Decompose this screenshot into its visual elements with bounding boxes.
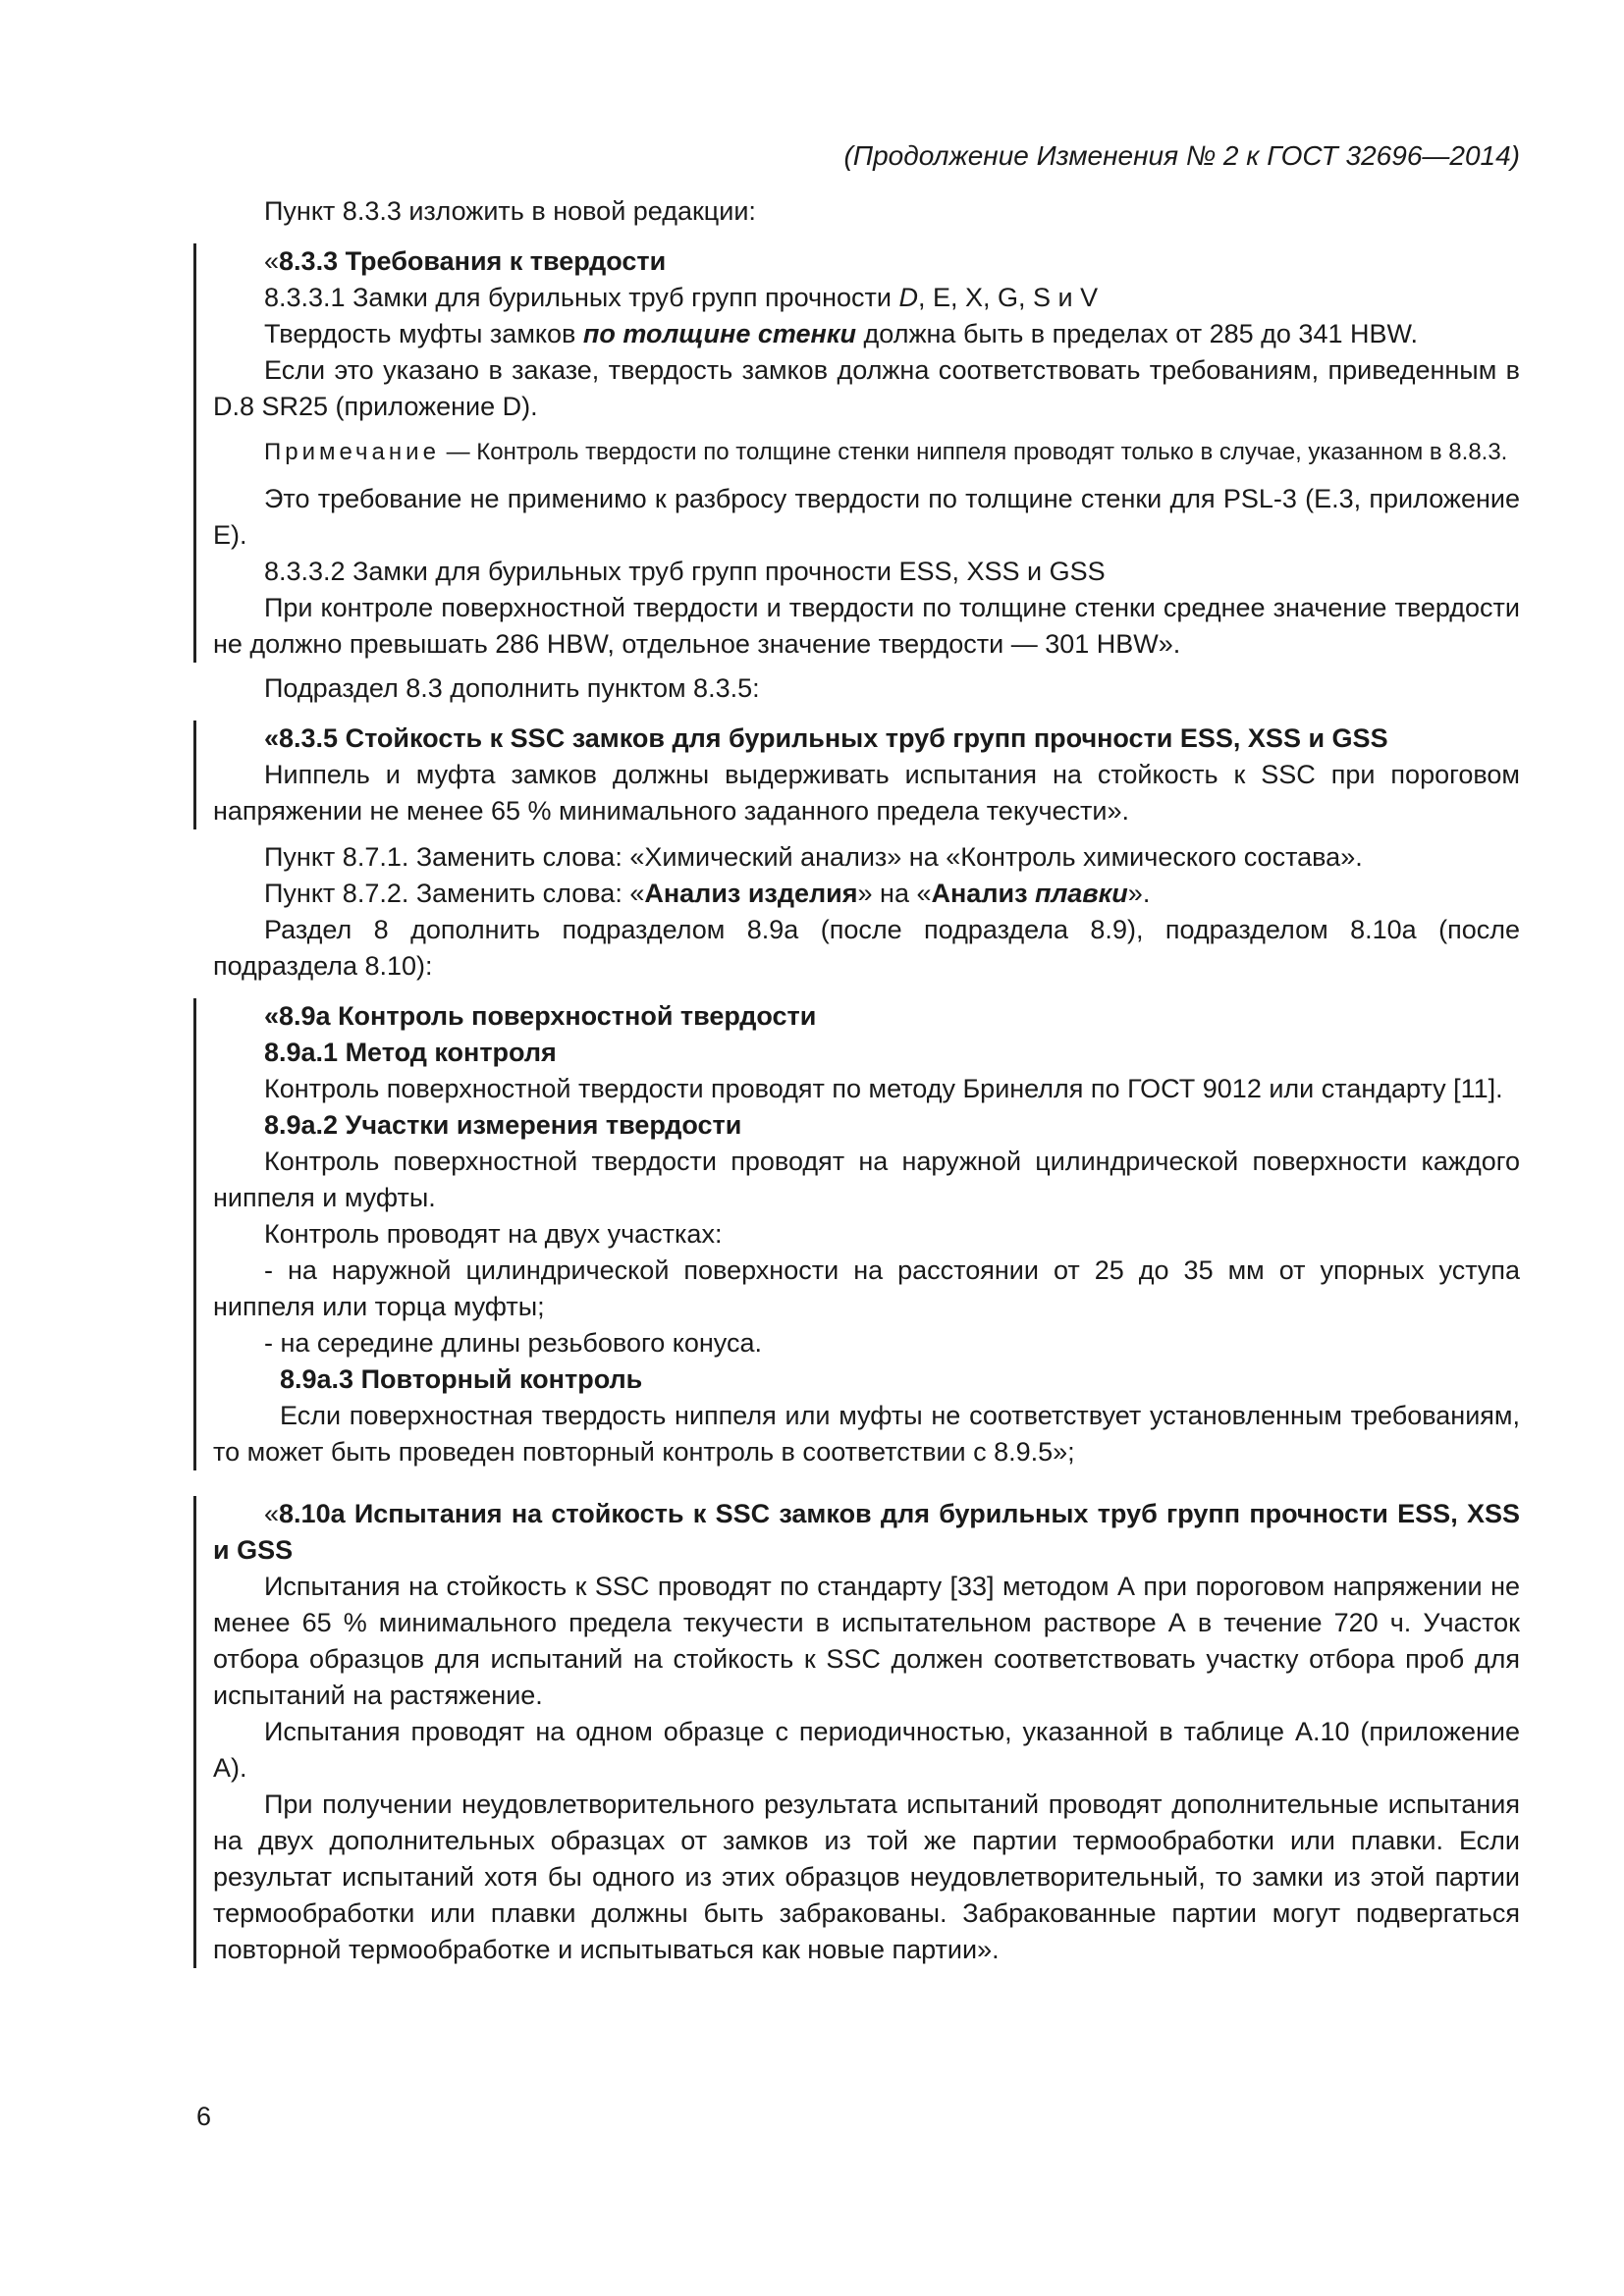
open-quote: « — [264, 1499, 280, 1528]
change-block-835 — [213, 721, 1520, 829]
paragraph-810a-3: При получении неудовлетворительного результата испытаний проводят дополнительные испытания на двух дополнительных образцах от замков из той же партии термообработки или плавки. Если результат испытаний хотя бы одного из этих образцов неудовлетворительный, то замки из этой партии термообработки или плавки должны быть забракованы. Забракованные партии могут подвергаться повторной термообработке и испытываться как новые партии». — [213, 1789, 1520, 1964]
heading-810a-text: 8.10а Испытания на стойкость к SSC замков для бурильных труб групп прочности ESS, XSS и GSS — [213, 1499, 1520, 1565]
paragraph-8332: 8.3.3.2 Замки для бурильных труб групп прочности ESS, XSS и GSS — [264, 557, 1106, 586]
heading-89a3 — [213, 1362, 1520, 1398]
heading-835 — [213, 721, 1520, 757]
paragraph-89a2: Контроль поверхностной твердости проводят на наружной цилиндрической поверхности каждого ниппеля и муфты. — [213, 1147, 1520, 1212]
heading-89a2 — [213, 1107, 1520, 1144]
heading-89a3-text: 8.9а.3 Повторный контроль — [280, 1364, 643, 1394]
paragraph-two-zones: Контроль проводят на двух участках: — [264, 1219, 723, 1249]
heading-89a1 — [213, 1035, 1520, 1071]
paragraph-psl3: Это требование не применимо к разбросу твердости по толщине стенки для PSL-3 (E.3, приложение E). — [213, 484, 1520, 550]
paragraph-833-intro: Пункт 8.3.3 изложить в новой редакции: — [264, 196, 756, 226]
text: » на « — [857, 879, 932, 908]
note-label: Примечание — [264, 439, 440, 465]
emphasis: по толщине стенки — [582, 319, 857, 348]
text: , E, X, G, S и V — [917, 283, 1099, 312]
change-block-89a — [213, 998, 1520, 1470]
paragraph-hardness — [213, 316, 1520, 352]
paragraph-89a1: Контроль поверхностной твердости проводят по методу Бринелля по ГОСТ 9012 или стандарту [11]. — [264, 1074, 1503, 1103]
heading-89a2-text: 8.9а.2 Участки измерения твердости — [264, 1110, 742, 1140]
heading-833-text: 8.3.3 Требования к твердости — [279, 246, 667, 276]
bold-term: Анализ — [931, 879, 1035, 908]
paragraph-810a-2: Испытания проводят на одном образце с периодичностью, указанной в таблице А.10 (приложение А). — [213, 1717, 1520, 1783]
list-item: - на наружной цилиндрической поверхности на расстоянии от 25 до 35 мм от упорных уступа ниппеля или торца муфты; — [213, 1255, 1520, 1321]
open-quote: « — [264, 246, 280, 276]
running-header: (Продолжение Изменения № 2 к ГОСТ 32696—2014) — [843, 140, 1520, 171]
paragraph-section8-add: Раздел 8 дополнить подразделом 8.9а (после подраздела 8.9), подразделом 8.10а (после подраздела 8.10): — [213, 915, 1520, 981]
heading-89a — [213, 998, 1520, 1035]
group-d: D — [898, 283, 918, 312]
text: ». — [1127, 879, 1151, 908]
heading-835-text: «8.3.5 Стойкость к SSC замков для бурильных труб групп прочности ESS, XSS и GSS — [264, 723, 1388, 753]
text: Твердость муфты замков — [264, 319, 583, 348]
heading-89a1-text: 8.9а.1 Метод контроля — [264, 1038, 557, 1067]
bold-italic-term: плавки — [1035, 879, 1128, 908]
paragraph-hardness-limit: При контроле поверхностной твердости и твердости по толщине стенки среднее значение твердости не должно превышать 286 HBW, отдельное значение твердости — 301 HBW». — [213, 593, 1520, 659]
heading-833 — [213, 243, 1520, 280]
note-text: — Контроль твердости по толщине стенки ниппеля проводят только в случае, указанном в 8.8.3. — [439, 439, 1508, 465]
paragraph-835-intro: Подраздел 8.3 дополнить пунктом 8.3.5: — [264, 673, 760, 703]
text: должна быть в пределах от 285 до 341 HBW. — [856, 319, 1418, 348]
change-block-810a — [213, 1496, 1520, 1968]
document-page — [213, 137, 1520, 1976]
paragraph-8331 — [213, 280, 1520, 316]
list-item: - на середине длины резьбового конуса. — [264, 1328, 763, 1358]
page-number: 6 — [196, 2102, 212, 2131]
change-block-833 — [213, 243, 1520, 663]
heading-89a-text: «8.9а Контроль поверхностной твердости — [264, 1001, 817, 1031]
note — [213, 435, 1520, 469]
text: 8.3.3.1 Замки для бурильных труб групп прочности — [264, 283, 899, 312]
paragraph-89a3: Если поверхностная твердость ниппеля или муфты не соответствует установленным требованиям, то может быть проведен повторный контроль в соответствии с 8.9.5»; — [213, 1401, 1520, 1467]
paragraph-835-body: Ниппель и муфта замков должны выдерживать испытания на стойкость к SSC при пороговом напряжении не менее 65 % минимального заданного предела текучести». — [213, 760, 1520, 826]
text: Пункт 8.7.2. Заменить слова: « — [264, 879, 645, 908]
paragraph-872 — [213, 876, 1520, 912]
paragraph-871: Пункт 8.7.1. Заменить слова: «Химический анализ» на «Контроль химического состава». — [264, 842, 1363, 872]
paragraph-order: Если это указано в заказе, твердость замков должна соответствовать требованиям, приведенным в D.8 SR25 (приложение D). — [213, 355, 1520, 421]
paragraph-810a-1: Испытания на стойкость к SSC проводят по стандарту [33] методом А при пороговом напряжении не менее 65 % минимального предела текучести в испытательном растворе А в течение 720 ч. Участок отбора образцов для испытаний на стойкость к SSC должен соответствовать участку отбора проб для испытаний на растяжение. — [213, 1572, 1520, 1710]
heading-810a — [213, 1496, 1520, 1569]
bold-term: Анализ изделия — [644, 879, 858, 908]
